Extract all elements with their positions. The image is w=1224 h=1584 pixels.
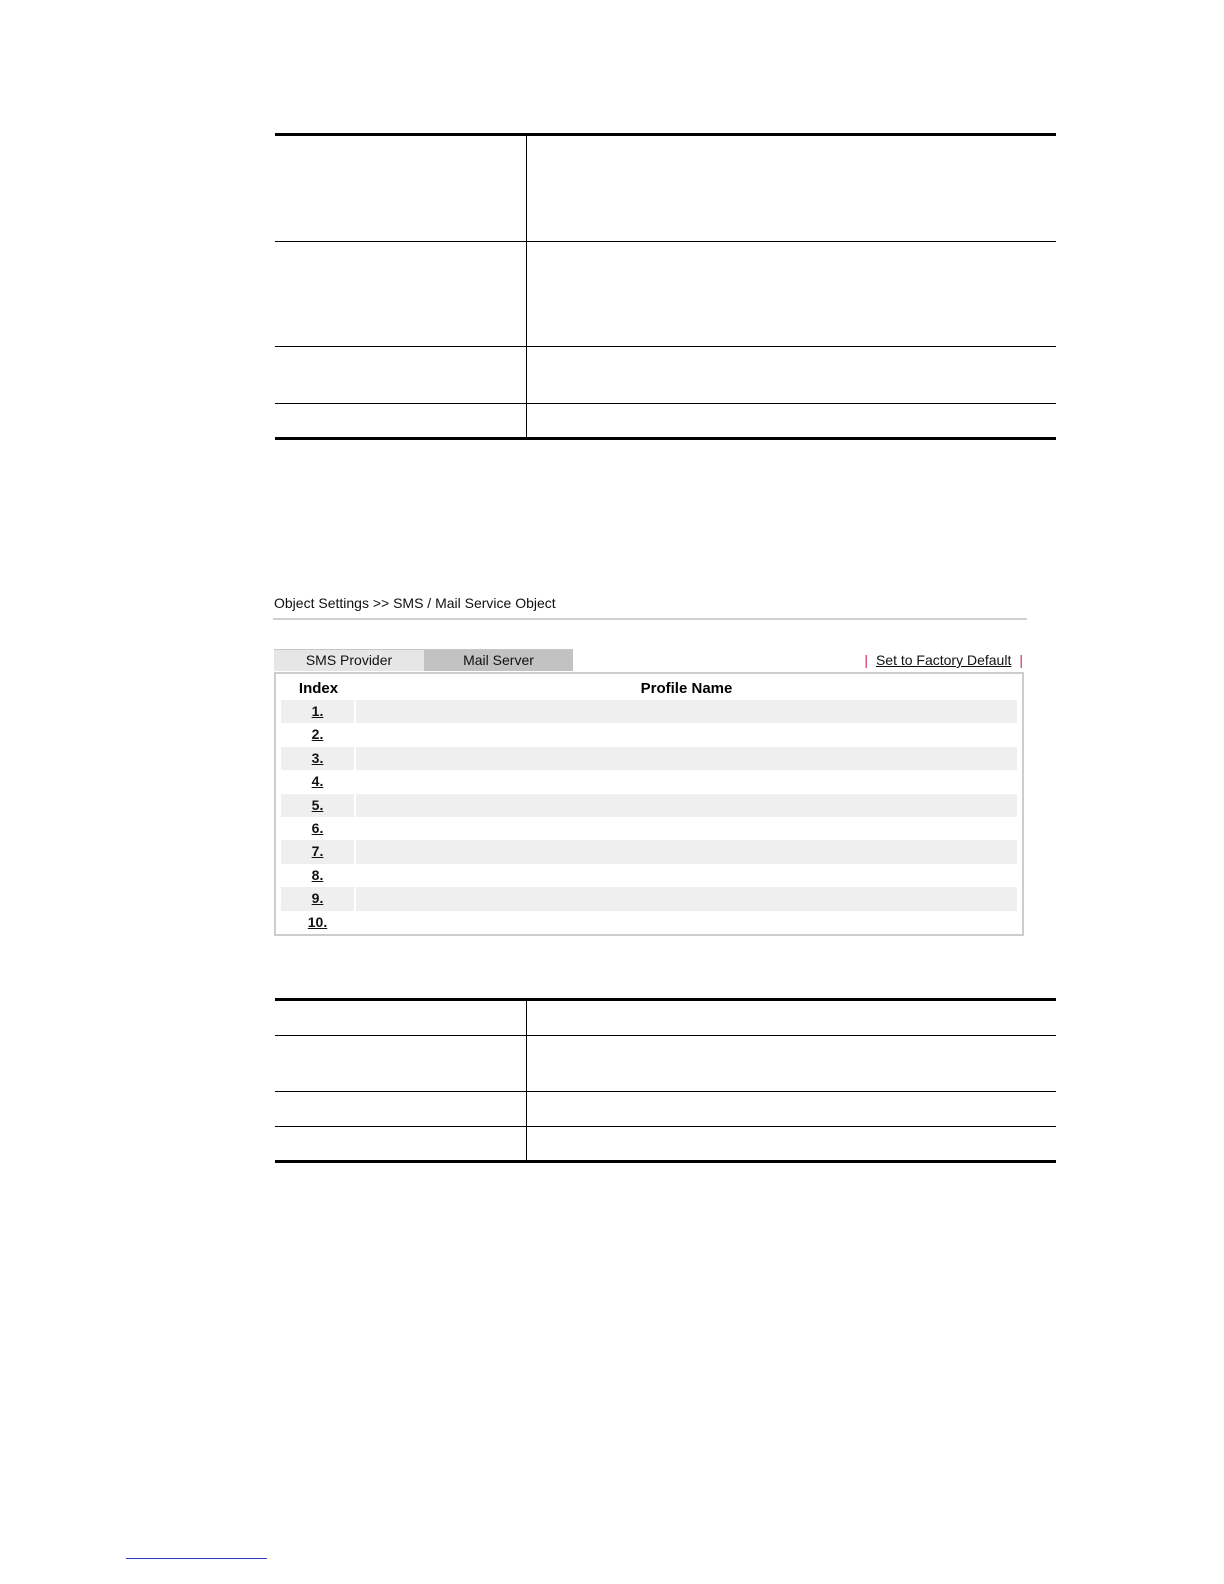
tab-mail-server[interactable]: Mail Server: [424, 649, 573, 671]
description-cell-definition: [527, 1127, 1056, 1160]
table-row: [281, 817, 1017, 840]
separator: |: [1019, 652, 1023, 668]
profile-index-link[interactable]: 5.: [311, 796, 324, 813]
profile-index-link[interactable]: 4.: [311, 773, 324, 790]
profile-name-cell: [356, 794, 1017, 817]
index-cell: [281, 700, 356, 723]
profile-index-link[interactable]: 2.: [311, 726, 324, 743]
description-cell-definition: [527, 1092, 1056, 1126]
table-row: [281, 911, 1017, 934]
profile-name-cell: [356, 817, 1017, 840]
table-body: [281, 700, 1017, 934]
breadcrumb: Object Settings >> SMS / Mail Service Object: [273, 590, 1027, 620]
description-row: [275, 404, 1056, 437]
table-row: [281, 794, 1017, 817]
column-header-index: Index: [298, 680, 339, 697]
profile-table: [274, 672, 1024, 936]
description-cell-term: [275, 1001, 527, 1035]
index-cell: [281, 911, 356, 934]
description-cell-term: [275, 136, 527, 241]
profile-name-cell: [356, 887, 1017, 910]
description-cell-definition: [527, 404, 1056, 437]
description-table-top: [275, 133, 1056, 440]
description-table-bottom: [275, 998, 1056, 1163]
profile-name-cell: [356, 700, 1017, 723]
index-cell: [281, 747, 356, 770]
index-cell: [281, 723, 356, 746]
description-cell-definition: [527, 242, 1056, 346]
profile-index-link[interactable]: 3.: [311, 749, 324, 766]
description-row: [275, 1092, 1056, 1127]
description-cell-term: [275, 404, 527, 437]
profile-name-cell: [356, 747, 1017, 770]
profile-name-cell: [356, 840, 1017, 863]
description-row: [275, 136, 1056, 242]
description-row: [275, 1001, 1056, 1036]
table-row: [281, 770, 1017, 793]
profile-name-cell: [356, 911, 1017, 934]
description-cell-definition: [527, 1036, 1056, 1091]
description-cell-term: [275, 1127, 527, 1160]
description-row: [275, 1036, 1056, 1092]
profile-index-link[interactable]: 9.: [311, 890, 324, 907]
description-cell-term: [275, 1092, 527, 1126]
profile-name-cell: [356, 770, 1017, 793]
column-header-profile-name: Profile Name: [640, 680, 733, 697]
index-cell: [281, 840, 356, 863]
sms-mail-service-object-panel: [273, 590, 1027, 936]
index-cell: [281, 770, 356, 793]
profile-index-link[interactable]: 8.: [311, 866, 324, 883]
factory-default-area: [856, 650, 1023, 671]
profile-index-link[interactable]: 1.: [311, 703, 324, 719]
profile-index-link[interactable]: 7.: [311, 843, 324, 860]
profile-name-cell: [356, 723, 1017, 746]
description-row: [275, 347, 1056, 404]
description-cell-definition: [527, 347, 1056, 403]
footnote-rule: [126, 1558, 267, 1559]
separator: |: [864, 652, 868, 668]
description-cell-term: [275, 242, 527, 346]
table-row: [281, 840, 1017, 863]
profile-index-link[interactable]: 6.: [311, 819, 324, 836]
profile-name-cell: [356, 864, 1017, 887]
table-row: [281, 864, 1017, 887]
description-cell-term: [275, 1036, 527, 1091]
description-row: [275, 242, 1056, 347]
index-cell: [281, 794, 356, 817]
table-row: [281, 723, 1017, 746]
description-cell-term: [275, 347, 527, 403]
description-row: [275, 1127, 1056, 1160]
table-header: [281, 678, 1017, 700]
tab-bar: [273, 649, 1027, 671]
table-row: [281, 747, 1017, 770]
index-cell: [281, 817, 356, 840]
index-cell: [281, 864, 356, 887]
table-row: [281, 700, 1017, 723]
index-cell: [281, 887, 356, 910]
table-row: [281, 887, 1017, 910]
tab-sms-provider[interactable]: SMS Provider: [274, 649, 424, 671]
description-cell-definition: [527, 1001, 1056, 1035]
profile-index-link[interactable]: 10.: [307, 913, 328, 930]
set-to-factory-default-link[interactable]: Set to Factory Default: [875, 652, 1012, 668]
description-cell-definition: [527, 136, 1056, 241]
